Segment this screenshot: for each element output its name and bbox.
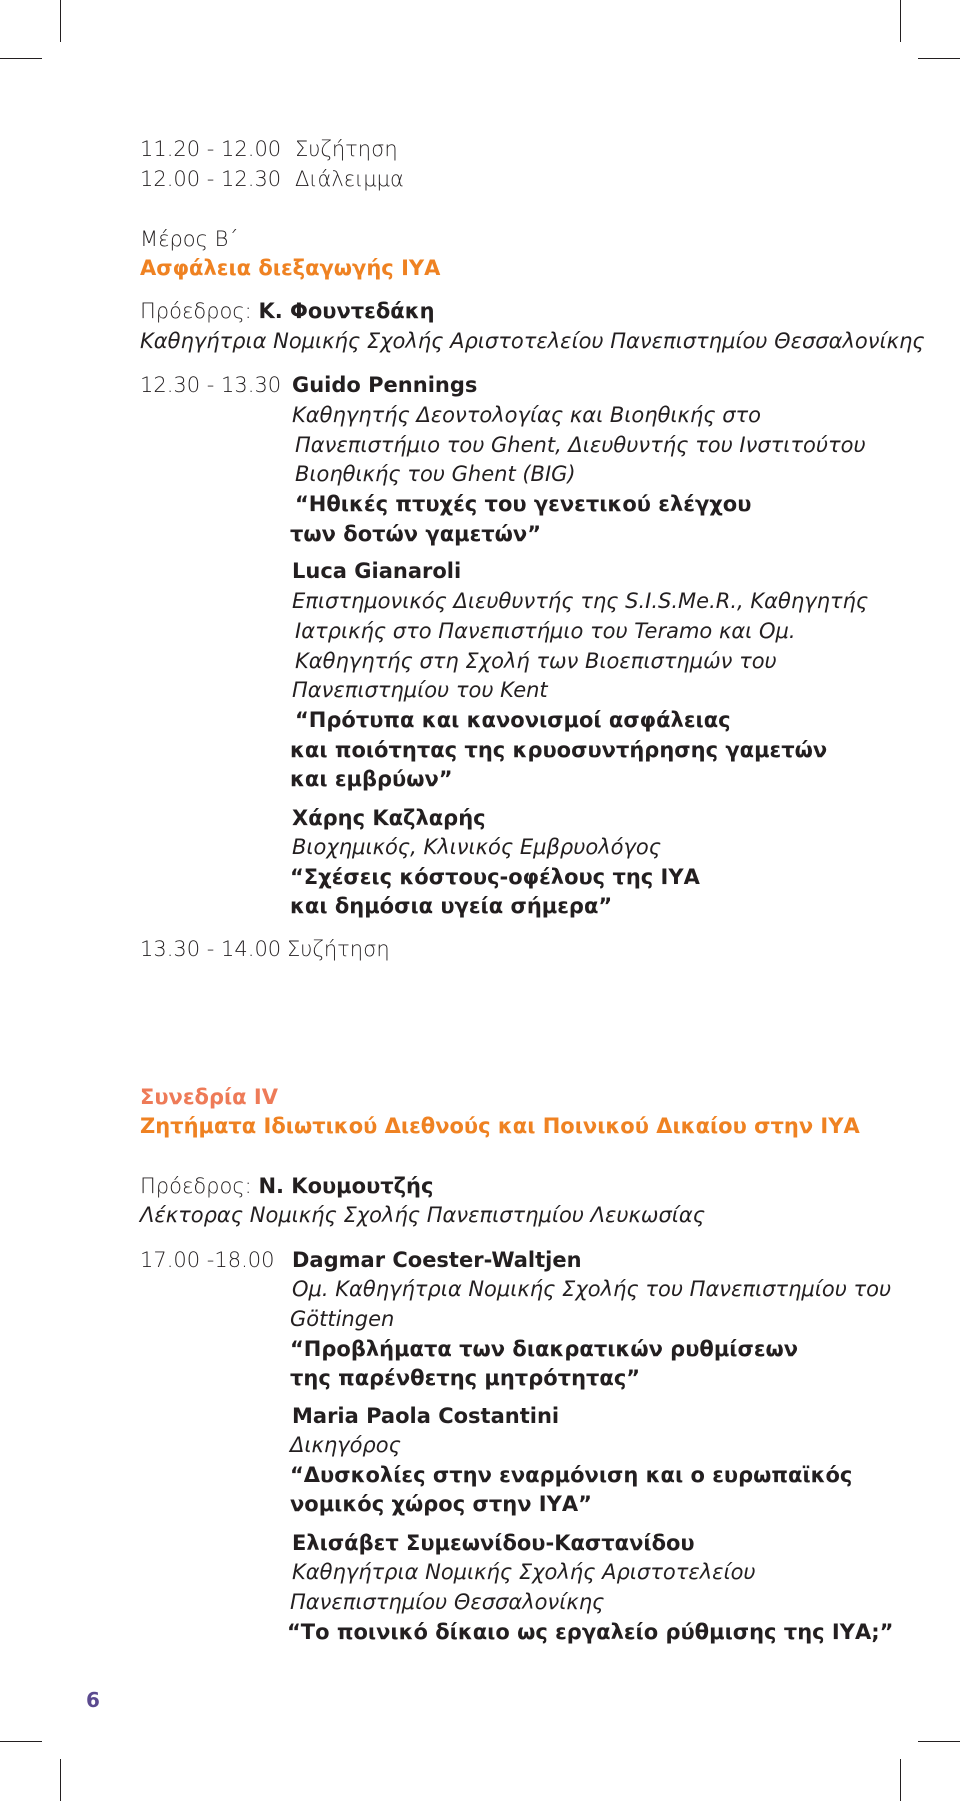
crop-mark [60, 0, 61, 42]
talk-title: και δημόσια υγεία σήμερα” [290, 894, 613, 918]
speaker-name: Maria Paola Costantini [292, 1404, 560, 1428]
page-number: 6 [86, 1688, 100, 1712]
speaker-affiliation: Καθηγητής Δεοντολογίας και Βιοηθικής στο [292, 403, 762, 427]
crop-mark [900, 0, 901, 42]
speaker-affiliation: Πανεπιστήμιο του Ghent, Διευθυντής του Ινστιτούτου [295, 433, 866, 457]
schedule-time: 12.00 - 12.30 [140, 167, 282, 191]
talk-title: “Δυσκολίες στην εναρμόνιση και ο ευρωπαϊκός [290, 1463, 853, 1487]
crop-mark [918, 1741, 960, 1742]
chair-line [140, 299, 435, 323]
talk-title: “Προβλήματα των διακρατικών ρυθμίσεων [290, 1337, 799, 1361]
session-time: 12.30 - 13.30 [140, 373, 282, 397]
talk-title: της παρένθετης μητρότητας” [290, 1366, 641, 1390]
chair-prefix: Πρόεδρος: [140, 1174, 252, 1198]
talk-title: και ποιότητας της κρυοσυντήρησης γαμετών [290, 738, 828, 762]
speaker-affiliation: Καθηγητής στη Σχολή των Βιοεπιστημών του [295, 649, 777, 673]
speaker-affiliation: Επιστημονικός Διευθυντής της S.I.S.Me.R., Καθηγητής [292, 589, 869, 613]
speaker-name: Luca Gianaroli [292, 559, 462, 583]
discussion-time: 13.30 - 14.00 [140, 937, 282, 961]
crop-mark [0, 58, 42, 59]
speaker-affiliation: Βιοχημικός, Κλινικός Εμβρυολόγος [292, 835, 662, 859]
speaker-name: Guido Pennings [292, 373, 478, 397]
speaker-name: Dagmar Coester-Waltjen [292, 1248, 582, 1272]
talk-title: “Το ποινικό δίκαιο ως εργαλείο ρύθμισης της ΙΥΑ;” [287, 1620, 894, 1644]
chair-affiliation: Λέκτορας Νομικής Σχολής Πανεπιστημίου Λευκωσίας [140, 1203, 706, 1227]
talk-title: “Σχέσεις κόστους-οφέλους της ΙΥΑ [290, 865, 700, 889]
speaker-affiliation: Πανεπιστημίου του Kent [292, 678, 548, 702]
discussion-label: Συζήτηση [287, 937, 390, 961]
chair-name: Κ. Φουντεδάκη [258, 299, 435, 323]
speaker-affiliation: Βιοηθικής του Ghent (BIG) [295, 462, 576, 486]
speaker-name: Χάρης Καζλαρής [292, 806, 486, 830]
section-title: Ζητήματα Ιδιωτικού Διεθνούς και Ποινικού Δικαίου στην ΙΥΑ [140, 1114, 860, 1138]
speaker-affiliation: Göttingen [290, 1307, 395, 1331]
chair-affiliation: Καθηγήτρια Νομικής Σχολής Αριστοτελείου Πανεπιστημίου Θεσσαλονίκης [140, 329, 925, 353]
schedule-label: Διάλειμμα [295, 167, 404, 191]
section-title: Ασφάλεια διεξαγωγής ΙΥΑ [140, 256, 441, 280]
speaker-affiliation: Πανεπιστημίου Θεσσαλονίκης [290, 1590, 605, 1614]
speaker-affiliation: Καθηγήτρια Νομικής Σχολής Αριστοτελείου [292, 1560, 756, 1584]
part-label: Μέρος Β΄ [140, 227, 239, 251]
schedule-time: 11.20 - 12.00 [140, 137, 282, 161]
crop-mark [60, 1759, 61, 1801]
speaker-affiliation: Ιατρικής στο Πανεπιστήμιο του Teramo και Ομ. [295, 619, 796, 643]
crop-mark [900, 1759, 901, 1801]
crop-mark [918, 58, 960, 59]
chair-name: Ν. Κουμουτζής [258, 1174, 434, 1198]
session-label: Συνεδρία IV [140, 1085, 278, 1109]
speaker-affiliation: Δικηγόρος [290, 1433, 401, 1457]
speaker-affiliation: Ομ. Καθηγήτρια Νομικής Σχολής του Πανεπιστημίου του [292, 1277, 892, 1301]
chair-prefix: Πρόεδρος: [140, 299, 252, 323]
session-time: 17.00 -18.00 [140, 1248, 275, 1272]
talk-title: και εμβρύων” [290, 767, 453, 791]
talk-title: “Πρότυπα και κανονισμοί ασφάλειας [295, 708, 731, 732]
talk-title: των δοτών γαμετών” [290, 522, 542, 546]
schedule-label: Συζήτηση [295, 137, 398, 161]
crop-mark [0, 1741, 42, 1742]
speaker-name: Ελισάβετ Συμεωνίδου-Καστανίδου [292, 1531, 695, 1555]
talk-title: “Ηθικές πτυχές του γενετικού ελέγχου [295, 492, 752, 516]
chair-line [140, 1174, 433, 1198]
talk-title: νομικός χώρος στην ΙΥΑ” [290, 1492, 592, 1516]
